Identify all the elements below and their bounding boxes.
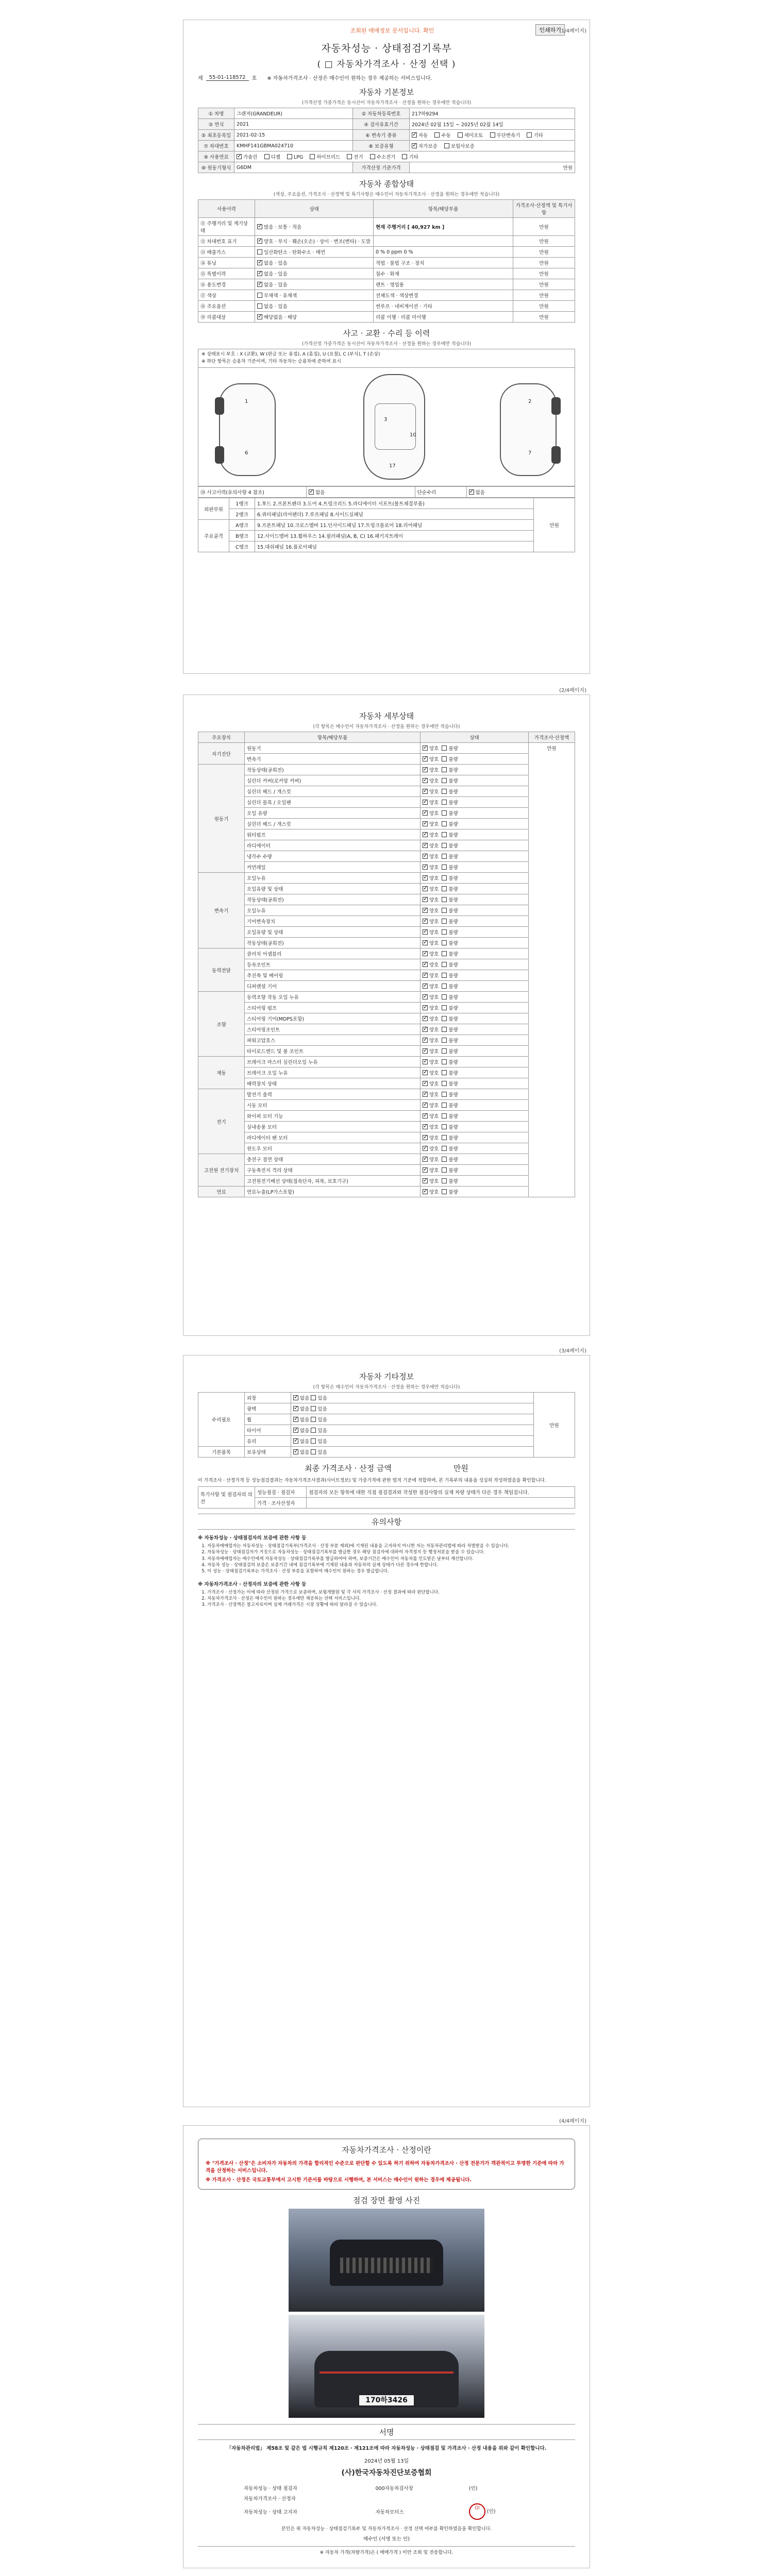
top-notice: 조회된 매매정보 문서입니다. 확인 <box>350 27 434 34</box>
table-row: ⑭ 튜닝 ✓ 없음 · 있음 적법 · 불법 구조 · 장치 만원 <box>198 258 575 268</box>
checkbox-icon <box>490 132 495 138</box>
first-reg-label: ⑤ 최초등록일 <box>198 130 234 141</box>
summary-head: 상태 <box>255 200 374 218</box>
detail-item-label: 구동축전지 격리 상태 <box>245 1165 421 1176</box>
table-row <box>198 1003 575 1013</box>
license-plate: 170하3426 <box>358 2394 415 2406</box>
table-row: ⑯ 용도변경 ✓ 없음 · 있음 렌트 · 영업용 만원 <box>198 279 575 290</box>
detail-item-label: 실린더 헤드 / 개스킷 <box>245 819 421 829</box>
base-price-value: 만원 <box>410 162 575 173</box>
table-row <box>198 992 575 1003</box>
notice-item: 4. 자동차 성능 · 상태점검의 보증은 보증기간 내에 점검기록부에 기재된 내용과 자동차의 실제 상태가 다른 경우에 한합니다. <box>207 1562 575 1568</box>
detail-item-status: ✓ 양호 불량 <box>421 1067 529 1078</box>
summary-head: 항목/해당부품 <box>374 200 513 218</box>
summary-head: 사용이력 <box>198 200 255 218</box>
checkbox-icon <box>257 303 262 309</box>
detail-item-label: 와이퍼 모터 기능 <box>245 1111 421 1122</box>
price-service-body-2: ※ 가격조사 · 산정은 국토교통부에서 고시한 기준서를 바탕으로 시행하며, 본 서비스는 매수인이 원하는 경우에 제공됩니다. <box>206 2177 472 2183</box>
table-row: ⑲ 리콜대상 ✓ 해당없음 · 해당 리콜 이행 · 리콜 미이행 만원 <box>198 312 575 323</box>
detail-item-status: ✓ 양호 불량 <box>421 938 529 948</box>
detail-item-status: ✓ 양호 불량 <box>421 894 529 905</box>
checkbox-icon <box>237 154 242 159</box>
page-number: (1/4페이지) <box>559 28 586 34</box>
notice-list-2 <box>198 1589 575 1608</box>
detail-item-label: 변속기 <box>245 754 421 765</box>
notice-item: 5. 이 성능 · 상태점검기록부는 가격조사 · 산정 부분을 포함하여 매수인이 원하는 경우 발급합니다. <box>207 1568 575 1574</box>
table-row <box>198 786 575 797</box>
detail-item-status: ✓ 양호 불량 <box>421 873 529 884</box>
notice-item: 1. 자동차매매업자는 자동차성능 · 상태점검기록부(가격조사 · 산정 부분 제외)에 기재된 내용을 고지하지 아니한 자는 자동차관리법에 따라 처벌받을 수 있습니다. <box>207 1543 575 1549</box>
table-row <box>198 1176 575 1187</box>
detail-item-status: ✓ 양호 불량 <box>421 884 529 894</box>
detail-item-status: ✓ 양호 불량 <box>421 959 529 970</box>
detail-item-label: 작동상태(공회전) <box>245 894 421 905</box>
table-row: ⑮ 특별이력 ✓ 없음 · 있음 침수 · 화재 만원 <box>198 268 575 279</box>
year-label: ③ 연식 <box>198 119 234 130</box>
page-number: (4/4페이지) <box>559 2119 586 2124</box>
detail-item-label: 커먼레일 <box>245 862 421 873</box>
detail-group-label: 자기진단 <box>198 743 245 765</box>
detail-item-label: 라디에이터 <box>245 840 421 851</box>
doc-no-value: 55-01-118572 <box>206 75 249 81</box>
seal-stamp-icon: 印 <box>469 2503 485 2520</box>
page-number: (3/4페이지) <box>559 1348 586 1354</box>
table-row: ⑪ 주행거리 및 계기상태 ✓많음 · 보통 · 적음 현재 주행거리 [ 40,927 km ] 만원 <box>198 218 575 236</box>
detail-item-status: ✓ 양호 불량 <box>421 1122 529 1132</box>
car-name-value: 그랜저(GRANDEUR) <box>234 108 353 119</box>
engine-type-label: ⑩ 원동기형식 <box>198 162 234 173</box>
detail-item-status: ✓ 양호 불량 <box>421 1024 529 1035</box>
top-bar <box>183 22 590 33</box>
detail-group-label: 전기 <box>198 1089 245 1154</box>
detail-item-status: ✓ 양호 불량 <box>421 1100 529 1111</box>
table-row <box>198 1057 575 1067</box>
accident-sub: (가격산정 가중가격은 동시산이 자동차가격조사 · 산정을 원하는 경우에만 적습니다) <box>301 342 472 347</box>
detail-item-status: ✓ 양호 불량 <box>421 786 529 797</box>
notice-item: 3. 가격조사 · 산정액은 참고자료이며 실제 거래가격은 시장 상황에 따라 달라질 수 있습니다. <box>207 1602 575 1608</box>
document-subtitle: ( □ 자동차가격조사 · 산정 선택 ) <box>317 59 456 70</box>
table-row <box>198 765 575 775</box>
fuel-label: ⑨ 사용연료 <box>198 151 234 162</box>
notice-list-1 <box>198 1543 575 1575</box>
inspection-period-label: ④ 검사유효기간 <box>353 119 410 130</box>
detail-item-status: ✓ 양호 불량 <box>421 743 529 754</box>
page-footer: ※ 자동차 가격(차량가격)은 ( 매매가격 ) 미만 조회 및 전송합니다. <box>198 2546 575 2555</box>
signers-table: 자동차성능 · 상태 점검자 000자동차검사장 (인) 자동차가격조사 · 산정자 자동차성능 · 상태 고지자 자동차모터스 印 (인) <box>242 2483 531 2520</box>
table-row <box>198 873 575 884</box>
detail-item-label: 윈도우 모터 <box>245 1143 421 1154</box>
detail-item-label: 추진축 및 베어링 <box>245 970 421 981</box>
detail-item-status: ✓ 양호 불량 <box>421 981 529 992</box>
detail-item-label: 오일 유량 <box>245 808 421 819</box>
final-note: 이 가격조사 · 산정가격 등 성능점검결과는 자동차가격조사결과(사이트정보) 및 가중가격에 관한 법적 기준에 적합하며, 본 기록부의 내용을 성실히 작성하였음을 확인합니다. <box>198 1478 546 1483</box>
basic-info-sub: (가격산정 가중가격은 동시산이 자동차가격조사 · 산정을 원하는 경우에만 적습니다) <box>301 100 472 106</box>
basic-info-table <box>198 108 575 173</box>
detail-item-status: ✓ 양호 불량 <box>421 775 529 786</box>
detail-price: 만원 <box>529 743 575 1197</box>
notice-item: 2. 자동차가격조사 · 산정은 매수인이 원하는 경우에만 제공하는 선택 서비스입니다. <box>207 1596 575 1602</box>
summary-sub: (색상, 주요옵션, 가격조사 · 산정액 및 특기사항은 매수인이 자동차가격조사 · 산정을 원하는 경우에만 적습니다) <box>273 192 500 197</box>
photos-title: 점검 장면 촬영 사진 <box>352 2196 421 2206</box>
detail-group-label: 변속기 <box>198 873 245 948</box>
checkbox-icon <box>310 154 315 159</box>
checkbox-icon <box>257 314 262 319</box>
table-row <box>198 754 575 765</box>
detail-item-label: 클러치 어셈블리 <box>245 948 421 959</box>
table-row <box>198 1165 575 1176</box>
detail-item-status: ✓ 양호 불량 <box>421 1143 529 1154</box>
checkbox-icon <box>347 154 352 159</box>
document-title: 자동차성능 · 상태점검기록부 <box>321 43 452 54</box>
checkbox-icon <box>257 249 262 255</box>
checkbox-icon <box>257 282 262 287</box>
table-row <box>198 1046 575 1057</box>
table-row: ⑬ 배출가스 일산화탄소 · 탄화수소 · 매연 0 % 0 ppm 0 % 만원 <box>198 247 575 258</box>
detail-group-label: 동력전달 <box>198 948 245 992</box>
table-row <box>198 797 575 808</box>
detail-item-status: ✓ 양호 불량 <box>421 754 529 765</box>
sign-org: (사)한국자동차진단보증협회 <box>341 2469 432 2478</box>
page-2 <box>183 688 590 1336</box>
doc-warning: ※ 자동차가격조사 · 산정은 매수인이 원하는 경우 제공하는 서비스입니다. <box>267 76 432 81</box>
notice-heading-1: ※ 자동차성능 · 상태점검자의 보증에 관한 사항 등 <box>198 1535 307 1541</box>
table-row <box>198 905 575 916</box>
page-number: (2/4페이지) <box>559 688 586 693</box>
summary-title: 자동차 종합상태 <box>359 179 414 189</box>
table-row <box>198 1067 575 1078</box>
checkbox-icon <box>257 224 262 229</box>
table-row <box>198 862 575 873</box>
table-row <box>198 959 575 970</box>
checkbox-icon <box>257 260 262 265</box>
detail-item-status: ✓ 양호 불량 <box>421 1089 529 1100</box>
detail-item-status: ✓ 양호 불량 <box>421 862 529 873</box>
table-row <box>198 981 575 992</box>
page-3 <box>183 1348 590 2107</box>
basic-info-title: 자동차 기본정보 <box>359 88 414 97</box>
received-text: 본인은 위 자동차성능 · 상태점검기록부 및 자동차가격조사 · 산정 선택 여부를 확인하였음을 확인합니다. <box>281 2527 492 2532</box>
table-row <box>198 1122 575 1132</box>
detail-sub: (각 항목은 매수인이 자동차가격조사 · 산정을 원하는 경우에만 적습니다) <box>313 724 460 730</box>
doc-no-label: 제 <box>198 76 203 81</box>
detail-item-label: 실린더 커버(로커암 커버) <box>245 775 421 786</box>
detail-item-label: 스티어링 펌프 <box>245 1003 421 1013</box>
detail-item-label: 오일유량 및 상태 <box>245 884 421 894</box>
final-title: 최종 가격조사 · 산정 금액 <box>305 1464 392 1473</box>
checkbox-icon <box>264 154 270 159</box>
table-row <box>198 1100 575 1111</box>
receiver-sign: 매수인 (서명 또는 인) <box>363 2536 410 2543</box>
table-row <box>198 970 575 981</box>
detail-group-label: 제동 <box>198 1057 245 1089</box>
table-row <box>198 1089 575 1100</box>
warranty-label: ⑧ 보증유형 <box>353 141 410 151</box>
sign-law-text: 「자동차관리법」 제58조 및 같은 법 시행규칙 제120조 · 제121조에 따라 자동차성능 · 상태점검 및 가격조사 · 산정 내용을 위와 같이 확인합니다. <box>226 2446 547 2452</box>
etc-table: 수리필요 외장 ✓ 없음 있음 만원 광택 ✓ 없음 있음 휠 ✓ 없음 있음 타이어 ✓ 없음 있음 유리 ✓ 없음 있음 기본품목 보유상태 ✓ 없음 있음 <box>198 1392 575 1458</box>
detail-item-label: 파워고압호스 <box>245 1035 421 1046</box>
page-4 <box>183 2119 590 2568</box>
checkbox-icon <box>412 143 417 148</box>
detail-item-label: 고전원전기배선 상태(접속단자, 피복, 보호기구) <box>245 1176 421 1187</box>
detail-item-status: ✓ 양호 불량 <box>421 1154 529 1165</box>
table-row <box>198 1111 575 1122</box>
detail-item-label: 실내송풍 모터 <box>245 1122 421 1132</box>
table-row <box>198 1035 575 1046</box>
detail-item-status: ✓ 양호 불량 <box>421 1057 529 1067</box>
price-service-title: 자동차가격조사 · 산정이란 <box>342 2145 431 2155</box>
checkbox-icon <box>527 132 532 138</box>
detail-item-label: 작동상태(공회전) <box>245 765 421 775</box>
checkbox-icon <box>402 154 407 159</box>
accident-history-table: ⑳ 사고이력(유의사항 4 참조) ✓ 없음 단순수리 ✓ 없음 <box>198 486 575 498</box>
checkbox-icon <box>412 132 417 138</box>
warranty-options: ✓ 자가보증 보험사보증 <box>410 141 575 151</box>
table-row <box>198 938 575 948</box>
table-row <box>198 1078 575 1089</box>
price-service-box <box>198 2139 575 2190</box>
table-row <box>198 1187 575 1197</box>
vin-label: ⑦ 차대번호 <box>198 141 234 151</box>
table-row <box>198 1154 575 1165</box>
detail-item-label: 기어변속장치 <box>245 916 421 927</box>
inspection-photo-front <box>289 2209 484 2312</box>
detail-item-label: 동력조향 작동 오일 누유 <box>245 992 421 1003</box>
detail-table: 주요장치 항목/해당부품 상태 가격조사·산정액 자기진단 원동기 ✓ 양호 불량 만원 변속기 ✓ 양호 불량 원동기 작동상태(공회전) ✓ 양호 불량 실린더 커버(로커암 커버) ✓ 양호 불량 실린더 헤드 / 개스킷 ✓ 양호 불량 실린더 블록 / 오일팬 ✓ 양호 불량 오일 유량 ✓ 양호 불량 실린더 헤드 / 개스킷 ✓ 양호 불량 워터펌프 ✓ 양호 불량 라디에이터 ✓ 양호 불량 냉각수 수량 ✓ 양호 불량 커먼레일 ✓ 양호 불량 변속기 오일누유 ✓ 양호 불량 오일유량 및 상태 ✓ 양호 불량 작동상태(공회전) ✓ 양호 불량 오일누유 ✓ 양호 불량 기어변속장치 ✓ 양호 불량 오일유량 및 상태 ✓ 양호 불량 작동상태(공회전) ✓ 양호 불량 동력전달 클러치 어셈블리 ✓ 양호 불량 등속조인트 ✓ 양호 불량 추진축 및 베어링 ✓ 양호 불량 디퍼렌셜 기어 ✓ 양호 불량 조향 동력조향 작동 오일 누유 ✓ 양호 불량 스티어링 펌프 ✓ 양호 불량 스티어링 기어(MDPS포함) ✓ 양호 불량 스티어링조인트 ✓ 양호 불량 파워고압호스 ✓ 양호 불량 타이로드엔드 및 볼 조인트 ✓ 양호 불량 제동 브레이크 마스터 실린더오일 누유 ✓ 양호 불량 브레이크 오일 누유 ✓ 양호 불량 배력장치 상태 ✓ 양호 불량 전기 발전기 출력 ✓ 양호 불량 시동 모터 ✓ 양호 불량 와이퍼 모터 기능 ✓ 양호 불량 실내송풍 모터 ✓ 양호 불량 라디에이터 팬 모터 ✓ 양호 불량 윈도우 모터 ✓ 양호 불량 고전원 전기장치 충전구 절연 상태 ✓ 양호 불량 구동축전지 격리 상태 ✓ 양호 불량 고전원전기배선 상태(접속단자, 피복, 보호기구) ✓ 양호 불량 연료 연료누출(LP가스포함) ✓ 양호 불량 <box>198 732 575 1197</box>
table-row <box>198 916 575 927</box>
final-table: 특기사항 및 점검자의 의견 성능점검 · 점검자 점검자의 모든 항목에 대한 직접 점검결과와 작성한 점검사항의 실제 차량 상태가 다른 경우 책임집니다. 가격 · 조사산정자 <box>198 1486 575 1509</box>
accident-title: 사고 · 교환 · 수리 등 이력 <box>343 329 430 338</box>
summary-head: 가격조사·산정액 및 특기사항 <box>513 200 575 218</box>
etc-sub: (각 항목은 매수인이 자동차가격조사 · 산정을 원하는 경우에만 적습니다) <box>313 1385 460 1390</box>
table-row <box>198 808 575 819</box>
table-row <box>198 1024 575 1035</box>
detail-item-label: 워터펌프 <box>245 829 421 840</box>
car-side-right-icon <box>500 383 557 476</box>
table-row <box>198 775 575 786</box>
detail-item-label: 브레이크 오일 누유 <box>245 1067 421 1078</box>
detail-group-label: 연료 <box>198 1187 245 1197</box>
table-row <box>198 840 575 851</box>
table-row: ⑱ 주요옵션 없음 · 있음 썬루프 · 네비게이션 · 기타 만원 <box>198 301 575 312</box>
table-row <box>198 851 575 862</box>
transmission-options: ✓ 자동 수동 세미오토 무단변속기 기타 <box>410 130 575 141</box>
checkbox-icon <box>257 271 262 276</box>
detail-item-label: 등속조인트 <box>245 959 421 970</box>
table-row: ⑫ 차대번호 표기 ✓ 양호 · 부식 · 훼손(오손) · 상이 · 변조(변타) · 도말 만원 <box>198 236 575 247</box>
plate-value: 217하9294 <box>410 108 575 119</box>
detail-item-label: 시동 모터 <box>245 1100 421 1111</box>
detail-item-label: 작동상태(공회전) <box>245 938 421 948</box>
detail-item-label: 오일누유 <box>245 905 421 916</box>
fuel-options: ✓ 가솔린 디젤 LPG 하이브리드 전기 수소전기 기타 <box>234 151 575 162</box>
detail-item-status: ✓ 양호 불량 <box>421 1176 529 1187</box>
detail-item-status: ✓ 양호 불량 <box>421 992 529 1003</box>
detail-item-status: ✓ 양호 불량 <box>421 1111 529 1122</box>
base-price-label: 가격산정 기준가격 <box>353 162 410 173</box>
summary-table <box>198 199 575 323</box>
detail-item-label: 발전기 출력 <box>245 1089 421 1100</box>
detail-item-status: ✓ 양호 불량 <box>421 829 529 840</box>
price-service-body-1: ※ "가격조사 · 산정"은 소비자가 자동차의 가격을 합리적인 수준으로 판단할 수 있도록 하기 위하여 자동차가격조사 · 산정 전문가가 객관적이고 투명한 기준에 따라 가격을 산정하는 서비스입니다. <box>206 2160 564 2174</box>
detail-item-label: 연료누출(LP가스포함) <box>245 1187 421 1197</box>
table-row <box>198 1143 575 1154</box>
transmission-label: ⑥ 변속기 종류 <box>353 130 410 141</box>
year-value: 2021 <box>234 119 353 130</box>
car-name-label: ① 차명 <box>198 108 234 119</box>
notice-item: 1. 가격조사 · 산정가는 이에 따라 산정된 가격으로 보증하며, 보험개발원 및 각 사의 가격조사 · 산정 결과에 따라 판단합니다. <box>207 1589 575 1596</box>
car-diagram: 3 10 17 1 6 2 7 <box>198 368 575 486</box>
detail-item-status: ✓ 양호 불량 <box>421 765 529 775</box>
detail-item-status: ✓ 양호 불량 <box>421 851 529 862</box>
detail-item-label: 오일유량 및 상태 <box>245 927 421 938</box>
detail-item-status: ✓ 양호 불량 <box>421 819 529 829</box>
detail-item-label: 스티어링조인트 <box>245 1024 421 1035</box>
notice-item: 2. 자동차성능 · 상태점검자가 거짓으로 자동차성능 · 상태점검기록부를 발급한 경우 해당 점검자에 대하여 자격정지 등 행정처분을 받을 수 있습니다. <box>207 1549 575 1555</box>
checkbox-icon <box>257 239 262 244</box>
notice-heading-2: ※ 자동차가격조사 · 산정자의 보증에 관한 사항 등 <box>198 1581 307 1587</box>
detail-item-label: 실린더 블록 / 오일팬 <box>245 797 421 808</box>
detail-group-label: 원동기 <box>198 765 245 873</box>
sign-date: 2024년 05월 13일 <box>364 2459 409 2465</box>
detail-item-label: 디퍼렌셜 기어 <box>245 981 421 992</box>
table-row <box>198 884 575 894</box>
detail-item-status: ✓ 양호 불량 <box>421 948 529 959</box>
table-row <box>198 829 575 840</box>
detail-item-status: ✓ 양호 불량 <box>421 1165 529 1176</box>
checkbox-icon <box>434 132 440 138</box>
detail-item-status: ✓ 양호 불량 <box>421 1078 529 1089</box>
detail-item-status: ✓ 양호 불량 <box>421 1046 529 1057</box>
detail-item-label: 라디에이터 팬 모터 <box>245 1132 421 1143</box>
final-value: 만원 <box>453 1464 468 1473</box>
detail-item-label: 배력장치 상태 <box>245 1078 421 1089</box>
inspection-period-value: 2024년 02월 15일 ~ 2025년 02월 14일 <box>410 119 575 130</box>
detail-item-status: ✓ 양호 불량 <box>421 905 529 916</box>
detail-item-label: 브레이크 마스터 실린더오일 누유 <box>245 1057 421 1067</box>
table-row: ⑰ 색상 무채색 · 유채색 전체도색 · 색상변경 만원 <box>198 290 575 301</box>
detail-title: 자동차 세부상태 <box>359 711 414 721</box>
doc-no-suffix: 호 <box>251 76 257 81</box>
notice-title: 유의사항 <box>198 1514 575 1530</box>
vin-value: KMHF141GBMA024710 <box>234 141 353 151</box>
detail-item-label: 스티어링 기어(MDPS포함) <box>245 1013 421 1024</box>
table-row <box>198 819 575 829</box>
detail-item-status: ✓ 양호 불량 <box>421 970 529 981</box>
engine-type-value: G6DM <box>234 162 353 173</box>
rank-table: 외판부위 1랭크 1.후드 2.프론트펜더 3.도어 4.트렁크리드 5.라디에이터 서포트(볼트체결부품) 만원 2랭크 6.쿼터패널(리어펜더) 7.루프패널 8.사이드실패널 주요골격 A랭크 9.프론트패널 10.크로스멤버 11.인사이드패널 17.트렁크플로어 18.리어패널 B랭크 12.사이드멤버 13.휠하우스 14.필러패널(A, B, C) 16.패키지트레이 C랭크 15.대쉬패널 16.플로어패널 <box>198 498 575 552</box>
inspection-photo-rear <box>289 2315 484 2418</box>
detail-item-label: 충전구 절연 상태 <box>245 1154 421 1165</box>
detail-group-label: 고전원 전기장치 <box>198 1154 245 1187</box>
detail-item-status: ✓ 양호 불량 <box>421 808 529 819</box>
checkbox-icon <box>257 293 262 298</box>
checkbox-icon <box>370 154 375 159</box>
detail-item-status: ✓ 양호 불량 <box>421 916 529 927</box>
detail-item-status: ✓ 양호 불량 <box>421 1035 529 1046</box>
table-row <box>198 948 575 959</box>
car-side-left-icon <box>219 383 276 476</box>
detail-item-status: ✓ 양호 불량 <box>421 1187 529 1197</box>
etc-title: 자동차 기타정보 <box>359 1372 414 1381</box>
table-row <box>198 1013 575 1024</box>
accident-legend: ※ 상태표시 부호 : X (교환), W (판금 또는 용접), A (흠집), U (요철), C (부식), T (손상) <box>201 352 380 357</box>
detail-item-status: ✓ 양호 불량 <box>421 1132 529 1143</box>
table-row <box>198 1132 575 1143</box>
print-button[interactable]: 인쇄하기 <box>535 24 565 36</box>
table-row <box>198 927 575 938</box>
detail-item-label: 타이로드엔드 및 볼 조인트 <box>245 1046 421 1057</box>
accident-legend-2: ※ 하단 항목은 승용차 기준이며, 기타 자동차는 승용차에 준하여 표시 <box>201 359 341 364</box>
notice-item: 3. 자동차매매업자는 매수인에게 자동차성능 · 상태점검기록부를 발급하여야 하며, 보증기간은 매수인이 자동차를 인도받은 날부터 계산합니다. <box>207 1556 575 1562</box>
detail-item-label: 오일누유 <box>245 873 421 884</box>
detail-item-label: 원동기 <box>245 743 421 754</box>
detail-item-status: ✓ 양호 불량 <box>421 927 529 938</box>
detail-item-label: 실린더 헤드 / 개스킷 <box>245 786 421 797</box>
sign-title: 서명 <box>198 2424 575 2440</box>
detail-item-status: ✓ 양호 불량 <box>421 840 529 851</box>
table-row <box>198 894 575 905</box>
table-row <box>198 743 575 754</box>
first-reg-value: 2021-02-15 <box>234 130 353 141</box>
checkbox-icon <box>444 143 449 148</box>
checkbox-icon <box>469 489 474 495</box>
checkbox-icon <box>458 132 463 138</box>
detail-item-status: ✓ 양호 불량 <box>421 797 529 808</box>
checkbox-icon <box>309 489 314 495</box>
checkbox-icon <box>287 154 292 159</box>
detail-item-status: ✓ 양호 불량 <box>421 1003 529 1013</box>
page-1 <box>183 20 590 674</box>
plate-label: ② 자동차등록번호 <box>353 108 410 119</box>
detail-item-label: 냉각수 수량 <box>245 851 421 862</box>
detail-item-status: ✓ 양호 불량 <box>421 1013 529 1024</box>
detail-group-label: 조향 <box>198 992 245 1057</box>
